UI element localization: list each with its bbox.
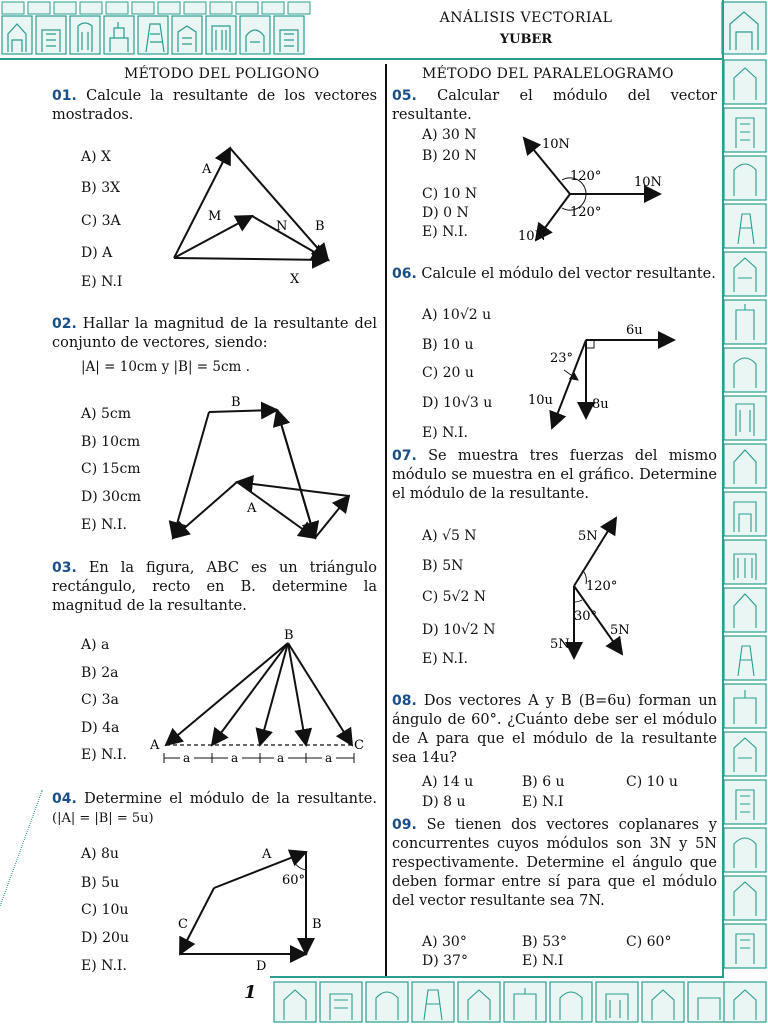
q04-condition: (|A| = |B| = 5u) xyxy=(52,811,154,826)
question-04 xyxy=(52,790,377,828)
option-e[interactable]: E) N.I. xyxy=(422,224,468,240)
option-d[interactable]: D) 4a xyxy=(81,720,120,736)
option-d[interactable]: D) 37° xyxy=(422,953,468,969)
angle-label: 23° xyxy=(550,351,574,366)
option-c[interactable]: C) 10u xyxy=(81,902,129,918)
q07-force-figure xyxy=(540,510,680,670)
q06-vector-figure xyxy=(520,318,680,433)
option-a[interactable]: A) X xyxy=(81,149,111,165)
right-building-tiles xyxy=(722,58,768,970)
segment-label: a xyxy=(277,751,285,765)
label-a: A xyxy=(150,738,160,753)
vector-label-1: 6u xyxy=(626,323,643,338)
force-label-1: 10N xyxy=(542,137,570,152)
question-text: En la figura, ABC es un triángulo rectángulo, recto en B. determine la magnitud de la resultante. xyxy=(52,560,377,614)
option-a[interactable]: A) 5cm xyxy=(81,406,132,422)
question-number: 01. xyxy=(52,88,77,104)
option-e[interactable]: E) N.I xyxy=(522,794,564,810)
force-label-3: 5N xyxy=(610,623,630,638)
option-c[interactable]: C) 60° xyxy=(626,934,672,950)
option-e[interactable]: E) N.I xyxy=(81,274,123,290)
question-number: 05. xyxy=(392,88,417,104)
q02-condition: |A| = 10cm y |B| = 5cm . xyxy=(81,359,250,375)
segment-label: a xyxy=(325,751,333,765)
label-c: C xyxy=(178,917,188,932)
question-text: Calcular el módulo del vector resultante. xyxy=(392,88,717,123)
label-m: M xyxy=(208,209,222,224)
option-e[interactable]: E) N.I xyxy=(522,953,564,969)
question-08 xyxy=(392,692,717,768)
vector-label-2: 10u xyxy=(528,393,553,408)
frame-top-line xyxy=(0,58,722,60)
angle-label-2: 120° xyxy=(570,205,602,220)
question-number: 09. xyxy=(392,817,417,833)
label-b: B xyxy=(315,219,325,234)
option-c[interactable]: C) 3A xyxy=(81,213,121,229)
question-text: Calcule el módulo del vector resultante. xyxy=(421,266,716,282)
option-b[interactable]: B) 3X xyxy=(81,180,121,196)
vector-label-3: 8u xyxy=(592,397,609,412)
option-e[interactable]: E) N.I. xyxy=(422,651,468,667)
left-column-title: MÉTODO DEL POLIGONO xyxy=(124,66,320,82)
option-a[interactable]: A) 14 u xyxy=(422,774,474,790)
option-b[interactable]: B) 10 u xyxy=(422,337,474,353)
option-a[interactable]: A) 30° xyxy=(422,934,467,950)
question-02 xyxy=(52,315,377,353)
question-number: 03. xyxy=(52,560,77,576)
angle-label-1: 120° xyxy=(586,579,618,594)
angle-label-2: 30° xyxy=(574,609,598,624)
option-c[interactable]: C) 3a xyxy=(81,692,119,708)
angle-label: 60° xyxy=(282,873,306,888)
option-d[interactable]: D) 10√3 u xyxy=(422,395,493,411)
column-divider xyxy=(385,64,387,976)
option-d[interactable]: D) 10√2 N xyxy=(422,622,496,638)
option-a[interactable]: A) 8u xyxy=(81,846,119,862)
top-small-tiles-strip xyxy=(0,1,330,15)
option-e[interactable]: E) N.I. xyxy=(81,747,127,763)
question-number: 06. xyxy=(392,266,417,282)
top-border-tiles xyxy=(0,0,330,58)
header-author: YUBER xyxy=(499,32,553,47)
label-n: N xyxy=(276,219,288,234)
question-number: 04. xyxy=(52,791,77,807)
option-d[interactable]: D) 30cm xyxy=(81,489,142,505)
option-e[interactable]: E) N.I. xyxy=(81,958,127,974)
q04-vector-figure xyxy=(170,842,330,972)
option-d[interactable]: D) 20u xyxy=(81,930,129,946)
segment-label: a xyxy=(231,751,239,765)
question-01 xyxy=(52,87,377,125)
question-05 xyxy=(392,87,717,125)
question-text: Dos vectores A y B (B=6u) forman un ángulo de 60°. ¿Cuánto debe ser el módulo de A para que el módulo de la resultante sea 14u? xyxy=(392,693,718,766)
option-d[interactable]: D) 0 N xyxy=(422,205,469,221)
question-number: 02. xyxy=(52,316,77,332)
option-b[interactable]: B) 20 N xyxy=(422,148,477,164)
label-d: D xyxy=(256,959,267,972)
option-a[interactable]: A) √5 N xyxy=(422,528,477,544)
option-d[interactable]: D) A xyxy=(81,245,113,261)
decorative-dotted-line xyxy=(0,790,43,910)
label-b: B xyxy=(284,628,294,643)
q01-vector-figure xyxy=(160,140,350,290)
option-c[interactable]: C) 15cm xyxy=(81,461,141,477)
bottom-building-tiles xyxy=(270,978,768,1024)
question-text: Se tienen dos vectores coplanares y concurrentes cuyos módulos son 3N y 5N respectivamente. Determine el ángulo que deben formar entre sí para que el módulo del vector resultante sea 7N. xyxy=(392,817,717,909)
label-a: A xyxy=(202,162,212,177)
option-b[interactable]: B) 6 u xyxy=(522,774,565,790)
option-c[interactable]: C) 5√2 N xyxy=(422,589,487,605)
angle-label-1: 120° xyxy=(570,169,602,184)
segment-label: a xyxy=(183,751,191,765)
question-07 xyxy=(392,447,717,504)
label-a: A xyxy=(262,847,272,862)
option-e[interactable]: E) N.I. xyxy=(81,517,127,533)
question-text: Determine el módulo de la resultante. xyxy=(84,791,377,807)
q02-vector-figure xyxy=(165,390,360,545)
page-number: 1 xyxy=(244,982,257,1003)
option-e[interactable]: E) N.I. xyxy=(422,425,468,441)
question-text: Hallar la magnitud de la resultante del conjunto de vectores, siendo: xyxy=(52,316,377,351)
right-column-title: MÉTODO DEL PARALELOGRAMO xyxy=(422,66,674,82)
question-number: 07. xyxy=(392,448,417,464)
vector-x xyxy=(174,258,328,260)
force-label-3: 10N xyxy=(518,229,546,244)
option-b[interactable]: B) 2a xyxy=(81,665,119,681)
option-a[interactable]: A) 10√2 u xyxy=(422,307,492,323)
question-03 xyxy=(52,559,377,616)
force-label-1: 5N xyxy=(578,529,598,544)
label-a: A xyxy=(247,501,257,516)
question-text: Se muestra tres fuerzas del mismo módulo se muestra en el gráfico. Determine el módulo de la resultante. xyxy=(392,448,718,502)
top-right-corner-tiles xyxy=(580,0,768,58)
label-c: C xyxy=(354,738,364,753)
option-b[interactable]: B) 5N xyxy=(422,558,464,574)
q05-force-figure xyxy=(510,128,680,248)
label-b: B xyxy=(231,395,241,410)
question-09 xyxy=(392,816,717,911)
label-b: B xyxy=(312,917,322,932)
force-label-2: 5N xyxy=(550,637,570,652)
q03-triangle-figure xyxy=(148,625,370,765)
top-building-tiles xyxy=(0,14,330,58)
option-a[interactable]: A) a xyxy=(81,637,110,653)
question-number: 08. xyxy=(392,693,417,709)
option-c[interactable]: C) 20 u xyxy=(422,365,474,381)
vector-b xyxy=(230,148,328,260)
question-06 xyxy=(392,265,717,284)
force-label-2: 10N xyxy=(634,175,662,190)
option-b[interactable]: B) 53° xyxy=(522,934,568,950)
header-title: ANÁLISIS VECTORIAL xyxy=(439,10,613,26)
question-text: Calcule la resultante de los vectores mostrados. xyxy=(52,88,378,123)
option-a[interactable]: A) 30 N xyxy=(422,127,477,143)
option-c[interactable]: C) 10 u xyxy=(626,774,678,790)
label-x: X xyxy=(290,272,300,287)
option-d[interactable]: D) 8 u xyxy=(422,794,466,810)
option-c[interactable]: C) 10 N xyxy=(422,186,478,202)
option-b[interactable]: B) 10cm xyxy=(81,434,141,450)
option-b[interactable]: B) 5u xyxy=(81,875,120,891)
